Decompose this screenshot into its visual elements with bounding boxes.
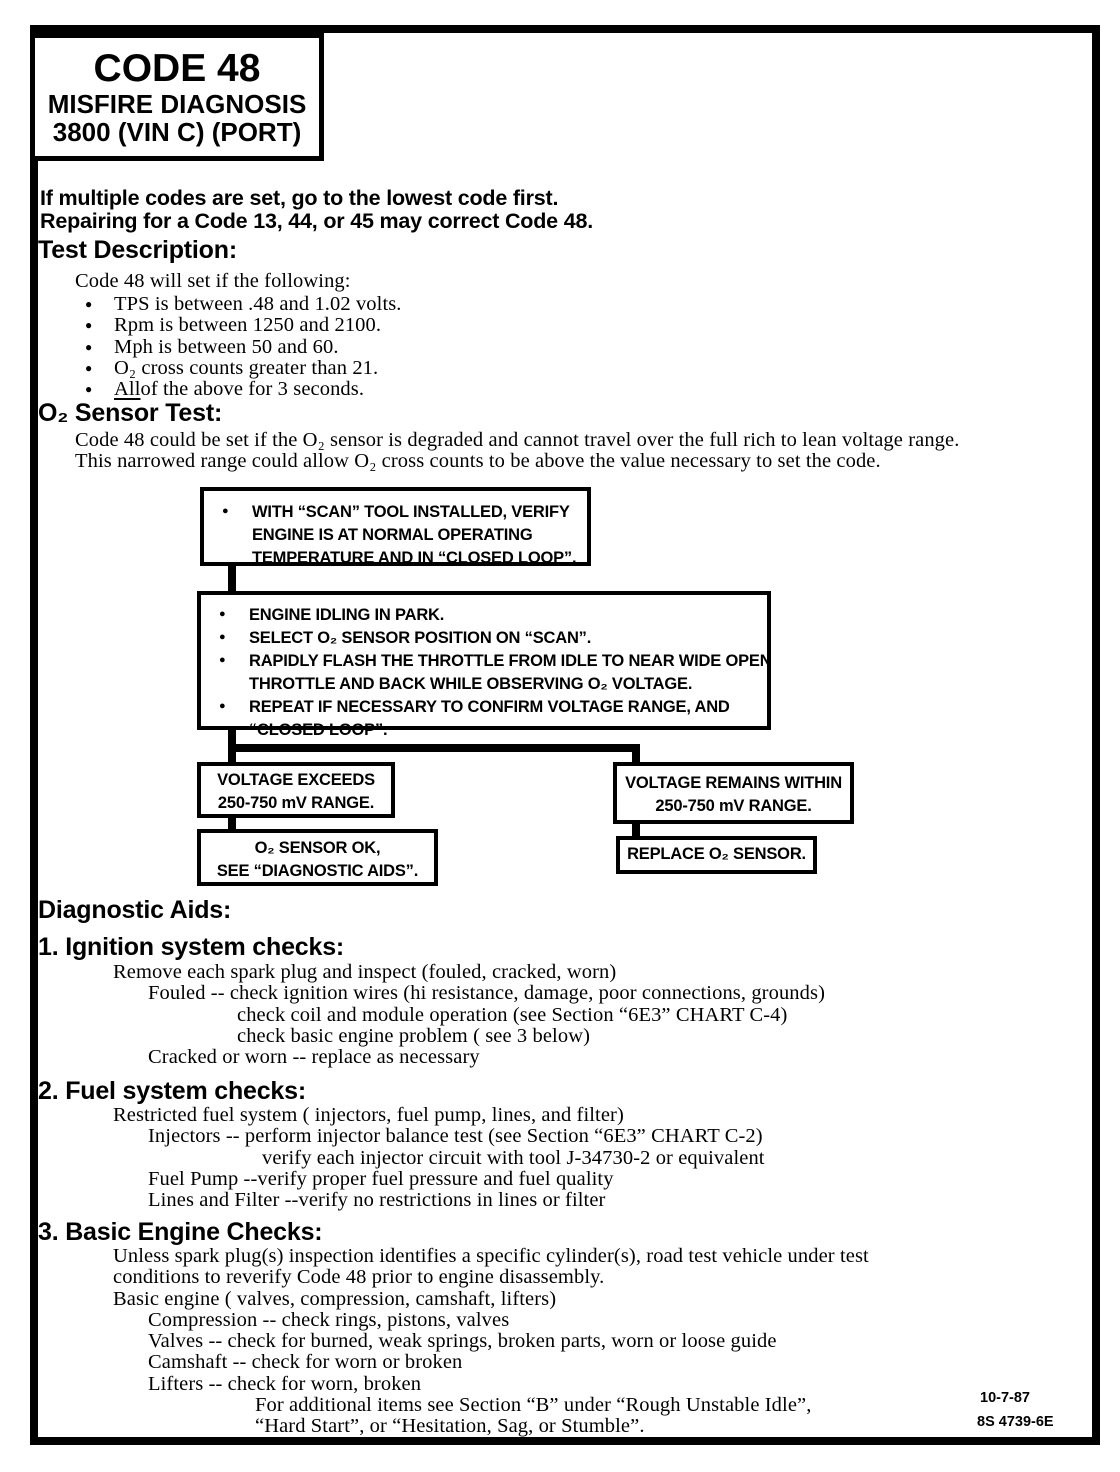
footnote-date: 10-7-87 [980,1390,1030,1406]
section-heading-ignition-checks: 1. Ignition system checks: [38,933,345,961]
test-description-bullets [85,294,402,400]
body-line: Unless spark plug(s) inspection identifies a specific cylinder(s), road test vehicle under test [113,1245,869,1267]
footnote-doc-number: 8S 4739-6E [977,1414,1054,1430]
body-line: Lines and Filter --verify no restrictions in lines or filter [148,1189,606,1212]
page-title: CODE 48 [93,47,261,90]
section-heading-test-description: Test Description: [38,236,237,264]
flow-line: 250-750 mV RANGE. [655,797,812,815]
list-item-text: of the above for 3 seconds. [140,378,365,401]
list-item-text: Rpm is between 1250 and 2100. [114,314,382,337]
body-line: Valves -- check for burned, weak springs, broken parts, worn or loose guide [148,1330,777,1353]
body-line: Injectors -- perform injector balance test (see Section “6E3” CHART C-2) [148,1125,763,1148]
section-heading-diagnostic-aids: Diagnostic Aids: [38,896,232,924]
list-item [85,315,402,336]
flow-step-text [249,604,444,627]
bullet-icon: ● [85,297,93,311]
bullet-icon: ● [219,700,226,712]
flow-bullet-item [204,501,587,570]
body-line: Camshaft -- check for worn or broken [148,1351,463,1374]
flow-bullet-item [201,604,767,627]
list-item-text: O₂ cross counts greater than 21. [114,356,379,379]
list-item [85,379,402,400]
body-line: Lifters -- check for worn, broken [148,1372,422,1395]
flow-line: SEE “DIAGNOSTIC AIDS”. [216,862,419,880]
flow-step-text [249,650,771,696]
section-heading-o2-sensor-test: O₂ Sensor Test: [38,399,223,427]
flow-step-text [249,627,591,650]
paragraph-line: This narrowed range could allow O₂ cross counts to be above the value necessary to set the code. [75,450,881,473]
body-line: Compression -- check rings, pistons, valves [148,1308,510,1331]
page-subtitle-1: MISFIRE DIAGNOSIS [47,89,307,119]
flow-step-o2-observe [197,591,772,739]
bullet-icon: ● [85,318,93,333]
flow-bullet-item [201,627,767,650]
body-line: Restricted fuel system ( injectors, fuel pump, lines, and filter) [113,1104,624,1126]
bullet-icon: ● [222,505,229,517]
list-item [85,294,402,315]
intro-note [40,187,593,233]
flow-line: WITH “SCAN” TOOL INSTALLED, VERIFY [252,503,570,521]
list-item-text: TPS is between .48 and 1.02 volts. [114,293,402,315]
flow-condition-voltage-exceeds [197,762,395,818]
body-line: Fuel Pump --verify proper fuel pressure and fuel quality [148,1167,614,1190]
fuel-checks-body [0,1105,1120,1211]
flow-step-text [249,696,730,742]
list-item [85,358,402,379]
o2-test-paragraph [75,430,959,473]
flow-line: SELECT O₂ SENSOR POSITION ON “SCAN”. [249,629,592,647]
body-line: check basic engine problem ( see 3 below) [237,1024,591,1047]
intro-line: Repairing for a Code 13, 44, or 45 may correct Code 48. [40,209,593,233]
body-line: For additional items see Section “B” under “Rough Unstable Idle”, [255,1394,812,1417]
flow-line: 250-750 mV RANGE. [217,794,375,812]
body-line: Basic engine ( valves, compression, camshaft, lifters) [113,1287,557,1310]
body-line: conditions to reverify Code 48 prior to engine disassembly. [113,1266,605,1289]
bullet-icon: ● [85,360,93,375]
basic-engine-checks-body [0,1246,1120,1438]
flow-bullet-item [201,696,767,742]
flow-line: “CLOSED LOOP”. [249,721,388,739]
section-heading-fuel-checks: 2. Fuel system checks: [38,1077,306,1105]
section-heading-basic-engine-checks: 3. Basic Engine Checks: [38,1218,323,1246]
flow-line: REPEAT IF NECESSARY TO CONFIRM VOLTAGE RANGE, AND [249,698,730,716]
list-item [85,337,402,358]
underlined-word: All [114,378,141,401]
flow-result-replace-sensor [616,836,817,874]
flow-line: VOLTAGE REMAINS WITHIN [625,774,842,792]
flow-result-sensor-ok [197,829,438,886]
flow-step-text [252,501,576,570]
paragraph-line: Code 48 could be set if the O₂ sensor is degraded and cannot travel over the full rich to lean voltage range. [75,429,960,451]
ignition-checks-body [0,962,1120,1068]
page-subtitle-2: 3800 (VIN C) (PORT) [52,117,302,147]
flow-line: ENGINE IS AT NORMAL OPERATING [252,526,533,544]
test-description-lead: Code 48 will set if the following: [75,270,351,292]
flow-connector [632,744,640,764]
flow-step-scan-tool [200,487,591,566]
bullet-icon: ● [219,608,226,620]
intro-line: If multiple codes are set, go to the lowest code first. [40,186,559,210]
flow-line: REPLACE O₂ SENSOR. [627,845,806,863]
flow-line: TEMPERATURE AND IN “CLOSED LOOP”. [252,549,577,567]
body-line: verify each injector circuit with tool J-34730-2 or equivalent [262,1146,765,1169]
flow-line: ENGINE IDLING IN PARK. [249,606,445,624]
body-line: Cracked or worn -- replace as necessary [148,1046,480,1069]
flow-line: VOLTAGE EXCEEDS [217,771,375,789]
bullet-icon: ● [85,382,93,397]
body-line: Remove each spark plug and inspect (fouled, cracked, worn) [113,961,617,983]
header-box [30,33,324,161]
bullet-icon: ● [219,631,226,643]
bullet-icon: ● [219,654,226,666]
body-line: Fouled -- check ignition wires (hi resistance, damage, poor connections, grounds) [148,982,826,1005]
body-line: “Hard Start”, or “Hesitation, Sag, or Stumble”. [255,1415,645,1438]
flow-line: O₂ SENSOR OK, [254,839,381,857]
bullet-icon: ● [85,339,93,354]
body-line: check coil and module operation (see Section “6E3” CHART C-4) [237,1003,788,1026]
list-item-text: Mph is between 50 and 60. [114,335,339,358]
flow-condition-voltage-remains [613,762,854,824]
flow-line: RAPIDLY FLASH THE THROTTLE FROM IDLE TO NEAR WIDE OPEN [249,652,772,670]
flow-connector [228,744,640,752]
flow-bullet-item [201,650,772,696]
flow-line: THROTTLE AND BACK WHILE OBSERVING O₂ VOLTAGE. [249,675,693,693]
